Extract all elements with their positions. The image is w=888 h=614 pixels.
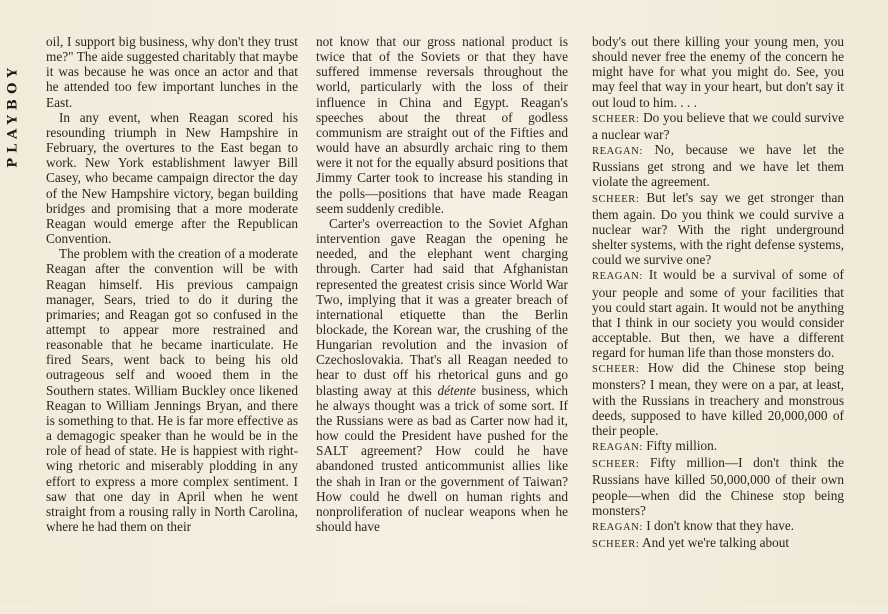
interview-question-3 — [592, 360, 844, 438]
column3-paragraph-1: body's out there killing your young men, you should never free the enemy of the concern he might have for what you might do. See, you may feel that way in your heart, but don't say it out loud to him. . . . — [592, 34, 844, 110]
column1-paragraph-1: oil, I support big business, why don't they trust me?" The aide suggested charitably that maybe it was because he was once an actor and that he attended too few important lunches in the East. — [46, 34, 298, 110]
speaker-label-reagan: REAGAN: — [592, 271, 643, 283]
speaker-label-reagan: REAGAN: — [592, 521, 643, 533]
interview-question-4 — [592, 455, 844, 518]
speaker-label-scheer: SCHEER: — [592, 459, 640, 471]
running-head-text: PLAYBOY — [5, 62, 21, 168]
interview-answer-4 — [592, 518, 844, 535]
column1-paragraph-3: The problem with the creation of a moderate Reagan after the convention will be with Reagan himself. His previous campaign manager, Sears, tried to do it during the primaries; and Reagan got so confused in the attempt to appear more restrained and reasonable that he became inarticulate. He fired Sears, went back to being his old outrageous self and wooed them in the Southern states. William Buckley once likened Reagan to William Jennings Bryan, and there is something to that. He is far more effective as a demagogic speaker than he would be in the role of head of state. He is happiest with right-wing rhetoric and miserably plodding in any effort to express a more complex sentiment. I saw that one day in April when he went straight from a rousing rally in North Carolina, where he had them on their — [46, 246, 298, 534]
column2-paragraph-2 — [316, 216, 568, 534]
detente-italic: détente — [437, 382, 476, 398]
speaker-label-reagan: REAGAN: — [592, 146, 643, 158]
speaker-label-scheer: SCHEER: — [592, 364, 640, 376]
column2-paragraph-1: not know that our gross national product is twice that of the Soviets or that they have suffered immense reversals throughout the world, particularly with the loss of their influence in China and Egypt. Reagan's speeches about the threat of godless communism are straight out of the Fifties and would have an absurdly archaic ring to them were it not for the equally absurd positions that Jimmy Carter took to increase his standing in the polls—positions that have made Reagan seem suddenly credible. — [316, 34, 568, 216]
question-1-text: Do you believe that we could survive a nuclear war? — [592, 109, 844, 142]
interview-question-2 — [592, 190, 844, 268]
interview-answer-3 — [592, 438, 844, 455]
interview-question-1 — [592, 110, 844, 142]
article-column-2 — [316, 34, 568, 614]
interview-answer-2 — [592, 267, 844, 360]
column2-paragraph-2-text-a: Carter's overreaction to the Soviet Afghan intervention gave Reagan the opening he needed, and the elephant went charging through. Carter had said that Afghanistan represented the greatest crisis since World War Two, implying that it was a greater breach of international etiquette than the Berlin blockade, the Korean war, the crushing of the Hungarian revolution and the invasion of Czechoslovakia. That's all Reagan needed to hear to dust off his rhetorical guns and go blasting away at this — [316, 215, 568, 398]
question-3-text: How did the Chinese stop being monsters? I mean, they were on a par, at least, with the Russians in treachery and monstrous deeds, supposed to have killed 20,000,000 of their people. — [592, 360, 844, 438]
answer-2-text: It would be a survival of some of your people and some of your facilities that you could start again. It would not be anything that I think in our society you would consider acceptable. But then, we have a different regard for human life than those monsters do. — [592, 267, 844, 361]
column2-paragraph-2-text-b: business, which he always thought was a trick of some sort. If the Russians were as bad as Carter now had it, how could the President have pushed for the SALT agreement? How could he have abandoned trusted anticommunist allies like the shah in Iran or the government of Taiwan? How could he dwell on human rights and nonproliferation of nuclear weapons when he should have — [316, 382, 568, 534]
column1-paragraph-2: In any event, when Reagan scored his resounding triumph in New Hampshire in February, the overtures to the East began to work. New York establishment lawyer Bill Casey, who became campaign director the day of the New Hampshire victory, began building bridges and promising that a more moderate Reagan would emerge after the Republican Convention. — [46, 109, 298, 247]
speaker-label-reagan: REAGAN: — [592, 442, 643, 454]
speaker-label-scheer: SCHEER: — [592, 113, 640, 125]
answer-1-text: No, because we have let the Russians get strong and we have let them violate the agreement. — [592, 142, 844, 190]
question-2-text: But let's say we get stronger than them again. Do you think we could survive a nuclear war? With the right underground shelter systems, with the right defense systems, could we survive one? — [592, 189, 844, 268]
interview-column-3 — [592, 34, 844, 614]
speaker-label-scheer: SCHEER: — [592, 539, 640, 550]
speaker-label-scheer: SCHEER: — [592, 193, 640, 205]
question-5-text: And yet we're talking about — [641, 535, 790, 550]
answer-4-text: I don't know that they have. — [646, 517, 795, 533]
running-head — [3, 40, 23, 190]
article-column-1 — [46, 34, 298, 614]
answer-3-text: Fifty million. — [646, 438, 718, 454]
interview-question-5 — [592, 535, 844, 552]
question-4-text: Fifty million—I don't think the Russians have killed 50,000,000 of their own people—when did the Chinese stop being monsters? — [592, 455, 844, 518]
interview-answer-1 — [592, 142, 844, 189]
